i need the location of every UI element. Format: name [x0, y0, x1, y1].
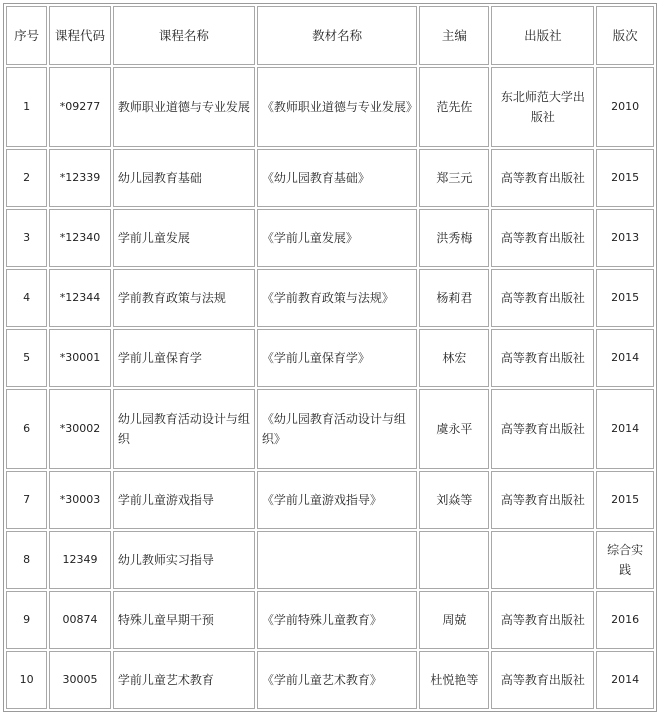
cell-no: 6 [6, 389, 47, 469]
cell-editor: 洪秀梅 [419, 209, 489, 267]
cell-textbook: 《教师职业道德与专业发展》 [257, 67, 418, 147]
table-row [6, 531, 654, 589]
cell-editor [419, 531, 489, 589]
header-cell-code: 课程代码 [49, 6, 111, 65]
table-row [6, 209, 654, 267]
header-cell-textbook: 教材名称 [257, 6, 418, 65]
cell-course: 教师职业道德与专业发展 [113, 67, 255, 147]
cell-no: 2 [6, 149, 47, 207]
cell-textbook: 《学前儿童游戏指导》 [257, 471, 418, 529]
cell-code: *12339 [49, 149, 111, 207]
cell-no: 3 [6, 209, 47, 267]
header-cell-course: 课程名称 [113, 6, 255, 65]
header-cell-publisher: 出版社 [491, 6, 594, 65]
cell-textbook: 《学前儿童发展》 [257, 209, 418, 267]
cell-edition: 2014 [596, 389, 654, 469]
cell-publisher: 东北师范大学出版社 [491, 67, 594, 147]
cell-edition: 综合实践 [596, 531, 654, 589]
table-row [6, 591, 654, 649]
cell-no: 7 [6, 471, 47, 529]
cell-edition: 2013 [596, 209, 654, 267]
table-row [6, 329, 654, 387]
cell-course: 学前儿童保育学 [113, 329, 255, 387]
cell-code: *30001 [49, 329, 111, 387]
header-cell-edition: 版次 [596, 6, 654, 65]
cell-code: *30003 [49, 471, 111, 529]
cell-publisher: 高等教育出版社 [491, 329, 594, 387]
cell-course: 幼儿园教育基础 [113, 149, 255, 207]
cell-edition: 2014 [596, 651, 654, 709]
cell-code: 30005 [49, 651, 111, 709]
table-row [6, 651, 654, 709]
cell-course: 学前儿童发展 [113, 209, 255, 267]
cell-no: 9 [6, 591, 47, 649]
cell-course: 学前儿童艺术教育 [113, 651, 255, 709]
cell-textbook: 《学前特殊儿童教育》 [257, 591, 418, 649]
header-cell-no: 序号 [6, 6, 47, 65]
cell-textbook [257, 531, 418, 589]
cell-editor: 林宏 [419, 329, 489, 387]
cell-course: 学前教育政策与法规 [113, 269, 255, 327]
cell-publisher: 高等教育出版社 [491, 209, 594, 267]
cell-code: 00874 [49, 591, 111, 649]
cell-edition: 2015 [596, 269, 654, 327]
cell-no: 8 [6, 531, 47, 589]
cell-course: 特殊儿童早期干预 [113, 591, 255, 649]
cell-editor: 范先佐 [419, 67, 489, 147]
cell-edition: 2015 [596, 471, 654, 529]
cell-no: 5 [6, 329, 47, 387]
cell-course: 学前儿童游戏指导 [113, 471, 255, 529]
cell-editor: 周兢 [419, 591, 489, 649]
cell-edition: 2014 [596, 329, 654, 387]
cell-code: *30002 [49, 389, 111, 469]
cell-code: *12344 [49, 269, 111, 327]
cell-code: *12340 [49, 209, 111, 267]
header-cell-editor: 主编 [419, 6, 489, 65]
cell-no: 1 [6, 67, 47, 147]
cell-textbook: 《幼儿园教育活动设计与组织》 [257, 389, 418, 469]
textbook-table [3, 3, 657, 712]
header-row [6, 6, 654, 65]
cell-course: 幼儿园教育活动设计与组织 [113, 389, 255, 469]
cell-publisher: 高等教育出版社 [491, 149, 594, 207]
table-row [6, 269, 654, 327]
table-row [6, 389, 654, 469]
table-row [6, 471, 654, 529]
table-row [6, 149, 654, 207]
cell-editor: 杨莉君 [419, 269, 489, 327]
cell-edition: 2010 [596, 67, 654, 147]
cell-course: 幼儿教师实习指导 [113, 531, 255, 589]
cell-publisher [491, 531, 594, 589]
textbook-table-container [3, 3, 657, 712]
cell-no: 4 [6, 269, 47, 327]
cell-textbook: 《学前儿童艺术教育》 [257, 651, 418, 709]
cell-textbook: 《学前儿童保育学》 [257, 329, 418, 387]
cell-publisher: 高等教育出版社 [491, 471, 594, 529]
cell-publisher: 高等教育出版社 [491, 269, 594, 327]
cell-edition: 2015 [596, 149, 654, 207]
cell-editor: 刘焱等 [419, 471, 489, 529]
cell-textbook: 《学前教育政策与法规》 [257, 269, 418, 327]
cell-editor: 郑三元 [419, 149, 489, 207]
cell-code: 12349 [49, 531, 111, 589]
cell-no: 10 [6, 651, 47, 709]
cell-publisher: 高等教育出版社 [491, 389, 594, 469]
table-row [6, 67, 654, 147]
cell-code: *09277 [49, 67, 111, 147]
cell-publisher: 高等教育出版社 [491, 651, 594, 709]
cell-textbook: 《幼儿园教育基础》 [257, 149, 418, 207]
cell-editor: 杜悦艳等 [419, 651, 489, 709]
cell-publisher: 高等教育出版社 [491, 591, 594, 649]
cell-editor: 虞永平 [419, 389, 489, 469]
cell-edition: 2016 [596, 591, 654, 649]
